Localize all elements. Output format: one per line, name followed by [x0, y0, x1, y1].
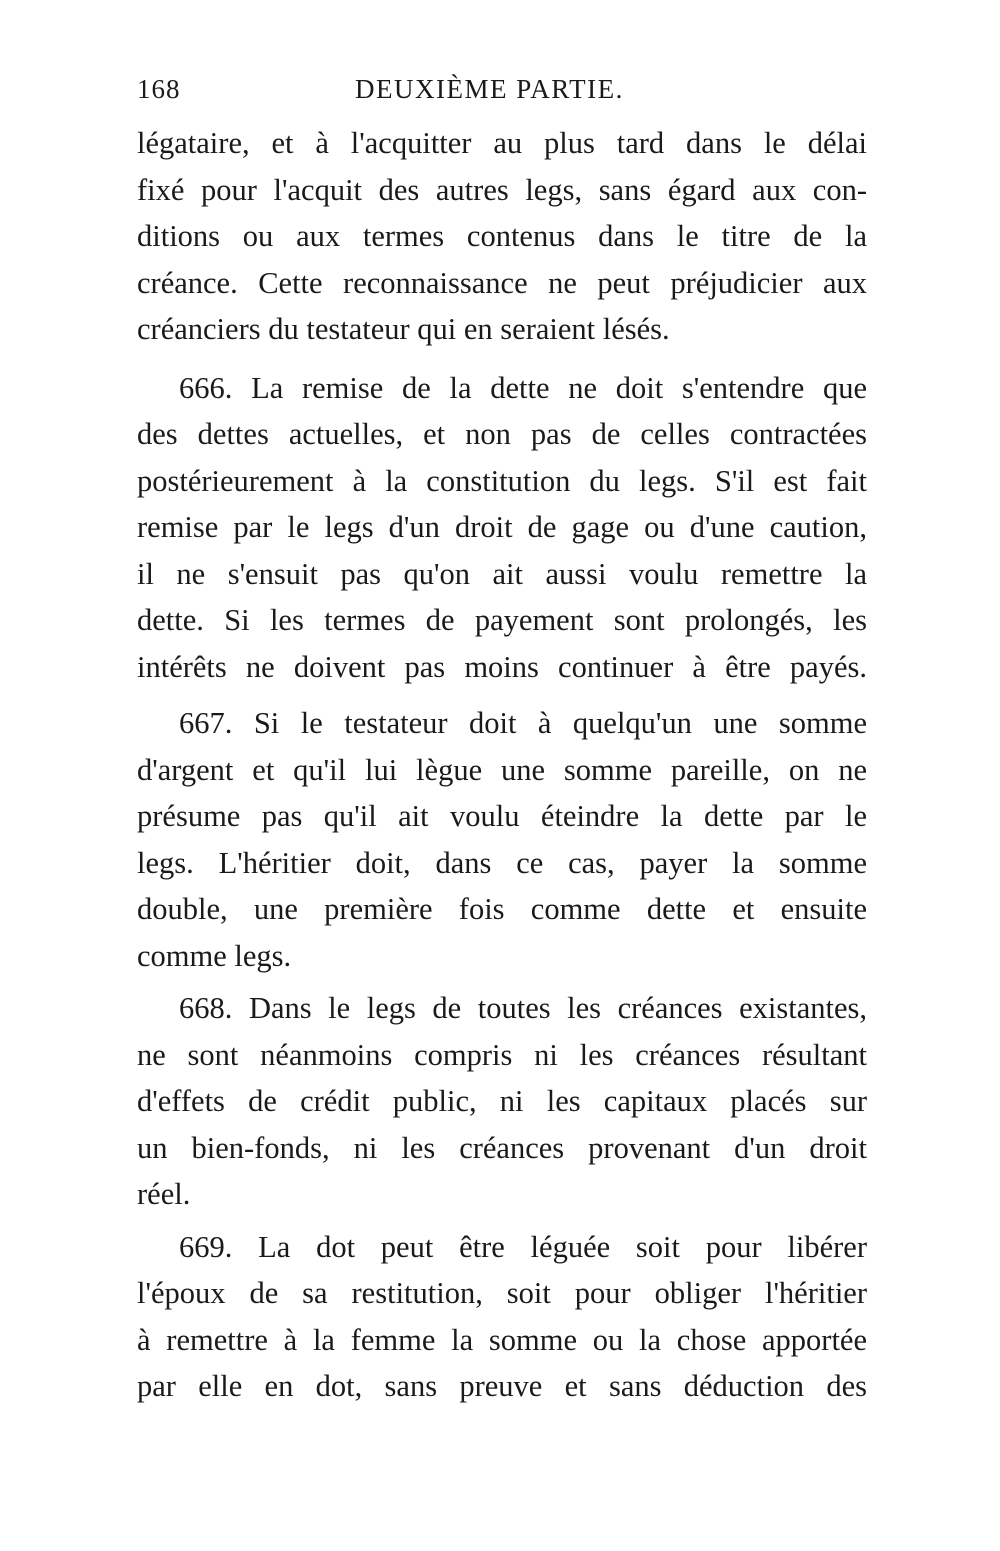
- text-line: ditions ou aux termes contenus dans le titre de la: [137, 219, 867, 253]
- text-line: double, une première fois comme dette et ensuite: [137, 892, 867, 926]
- text-line: d'argent et qu'il lui lègue une somme pareille, on ne: [137, 752, 867, 787]
- article-number: 668.: [179, 991, 233, 1025]
- text-line-first: [137, 985, 867, 1032]
- paragraph-669: [137, 1224, 867, 1410]
- paragraph-continuation: [137, 120, 867, 353]
- text-line: legs. L'héritier doit, dans ce cas, payer la somme: [137, 845, 867, 880]
- text-line-first: [137, 365, 867, 412]
- text-line: d'effets de crédit public, ni les capitaux placés sur: [137, 1084, 867, 1118]
- text-line: fixé pour l'acquit des autres legs, sans égard aux con-: [137, 172, 867, 207]
- text-line: dette. Si les termes de payement sont prolongés, les: [137, 603, 867, 637]
- text-line: réel.: [137, 1177, 191, 1211]
- text-line-content: Si le testateur doit à quelqu'un une somme: [253, 706, 867, 740]
- text-line: par elle en dot, sans preuve et sans déduction des: [137, 1369, 867, 1403]
- page-number: 168: [137, 74, 181, 104]
- text-line: comme legs.: [137, 938, 292, 973]
- running-header: [137, 68, 867, 112]
- article-number: 669.: [179, 1229, 233, 1264]
- text-line: un bien-fonds, ni les créances provenant d'un droit: [137, 1130, 867, 1165]
- text-line-content: La dot peut être léguée soit pour libérer: [258, 1229, 867, 1264]
- text-line: postérieurement à la constitution du legs. S'il est fait: [137, 463, 867, 498]
- text-line: ne sont néanmoins compris ni les créances résultant: [137, 1037, 867, 1072]
- body-text: [137, 120, 867, 1410]
- text-line: il ne s'ensuit pas qu'on ait aussi voulu remettre la: [137, 556, 867, 591]
- text-line-first: [137, 700, 867, 747]
- text-line: présume pas qu'il ait voulu éteindre la dette par le: [137, 799, 867, 833]
- text-line: créance. Cette reconnaissance ne peut préjudicier aux: [137, 265, 867, 300]
- paragraph-668: [137, 985, 867, 1218]
- paragraph-666: [137, 365, 867, 691]
- text-line: légataire, et à l'acquitter au plus tard dans le délai: [137, 126, 867, 160]
- text-line: des dettes actuelles, et non pas de celles contractées: [137, 417, 867, 451]
- text-line: l'époux de sa restitution, soit pour obliger l'héritier: [137, 1276, 867, 1310]
- text-line-first: [137, 1224, 867, 1271]
- running-title: DEUXIÈME PARTIE.: [355, 74, 624, 104]
- text-line: à remettre à la femme la somme ou la chose apportée: [137, 1322, 867, 1357]
- text-line: créanciers du testateur qui en seraient lésés.: [137, 312, 670, 346]
- article-number: 666.: [179, 370, 233, 405]
- text-line: remise par le legs d'un droit de gage ou d'une caution,: [137, 510, 867, 544]
- text-line: intérêts ne doivent pas moins continuer à être payés.: [137, 649, 867, 684]
- text-line-content: Dans le legs de toutes les créances existantes,: [248, 991, 868, 1025]
- paragraph-667: [137, 700, 867, 979]
- article-number: 667.: [179, 706, 233, 740]
- text-line-content: La remise de la dette ne doit s'entendre que: [251, 370, 867, 405]
